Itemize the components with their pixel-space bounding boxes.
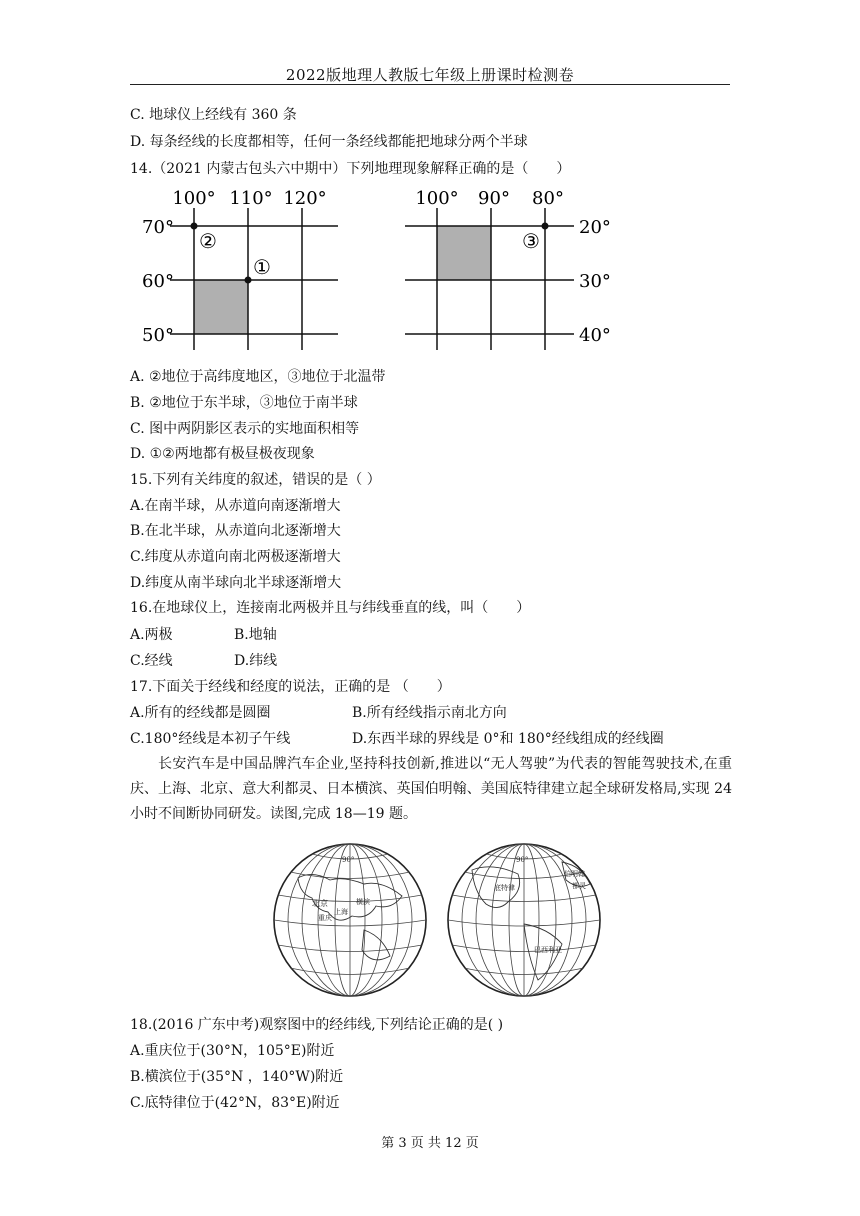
globe-west	[448, 844, 600, 996]
grid-left-lon-120: 120°	[283, 188, 327, 209]
point-3-marker	[542, 223, 549, 230]
q14-option-c: C. 图中两阴影区表示的实地面积相等	[130, 421, 360, 437]
q17-option-d: D.东西半球的界线是 0°和 180°经线组成的经线圈	[352, 731, 664, 747]
grid-right-lon-100: 100°	[415, 188, 459, 209]
reading-passage: 长安汽车是中国品牌汽车企业,坚持科技创新,推进以“无人驾驶”为代表的智能驾驶技术,在重庆、上海、北京、意大利都灵、日本横滨、英国伯明翰、美国底特律建立起全球研发格局,实现 24 小时不间断协同研发。读图,完成 18—19 题。	[130, 756, 732, 822]
grid-right-lat-20: 20°	[579, 217, 611, 238]
grid-left-lat-50: 50°	[142, 325, 174, 346]
globe-east-pole-label: 90°	[342, 856, 355, 864]
q14-grid-figure	[0, 180, 860, 350]
q17-stem: 17.下面关于经线和经度的说法，正确的是 （ ）	[130, 679, 451, 695]
q14-option-a: A. ②地位于高纬度地区，③地位于北温带	[130, 369, 386, 385]
globe-label-shanghai: 上海	[334, 908, 348, 916]
globe-east	[274, 844, 426, 996]
point-1-marker	[245, 277, 252, 284]
grid-left	[142, 188, 338, 350]
q18-option-c: C.底特律位于(42°N，83°E)附近	[130, 1095, 340, 1111]
point-3-label: ③	[522, 229, 540, 253]
q15-stem: 15.下列有关纬度的叙述，错误的是（ ）	[130, 472, 381, 488]
q16-option-d: D.纬线	[234, 653, 278, 669]
q18-option-b: B.横滨位于(35°N ，140°W)附近	[130, 1069, 344, 1085]
q16-row-cd	[130, 652, 278, 670]
q16-option-b: B.地轴	[234, 627, 277, 643]
page-footer: 第 3 页 共 12 页	[381, 1136, 479, 1151]
globe-west-pole-label: 90°	[516, 856, 529, 864]
q15-option-a: A.在南半球，从赤道向南逐渐增大	[130, 498, 341, 514]
globe-label-detroit: 底特律	[494, 884, 515, 892]
grid-right	[405, 188, 611, 350]
q14-option-d: D. ①②两地都有极昼极夜现象	[130, 446, 315, 462]
grid-right-lat-30: 30°	[579, 271, 611, 292]
q17-row-cd	[130, 730, 664, 748]
grid-left-lat-70: 70°	[142, 217, 174, 238]
q16-option-c: C.经线	[130, 653, 173, 669]
globe-label-brasilia: 巴西利亚	[534, 946, 562, 954]
page-header-title: 2022版地理人教版七年级上册课时检测卷	[285, 66, 575, 84]
shaded-area-left	[194, 280, 248, 334]
globes-figure	[272, 840, 602, 1000]
q16-option-a: A.两极	[130, 627, 173, 643]
grid-right-lon-90: 90°	[478, 188, 510, 209]
q13-option-d: D. 每条经线的长度都相等，任何一条经线都能把地球分两个半球	[130, 134, 528, 150]
shaded-area-right	[437, 226, 491, 280]
q16-stem: 16.在地球仪上，连接南北两极并且与纬线垂直的线，叫（ ）	[130, 600, 531, 616]
grid-right-lat-40: 40°	[579, 325, 611, 346]
grid-right-lon-80: 80°	[532, 188, 564, 209]
grid-left-lat-60: 60°	[142, 271, 174, 292]
globe-label-chongqing: 重庆	[318, 914, 332, 922]
q18-option-a: A.重庆位于(30°N，105°E)附近	[130, 1043, 335, 1059]
globe-label-turin: 都灵	[572, 882, 586, 890]
point-2-label: ②	[199, 229, 217, 253]
q15-option-b: B.在北半球，从赤道向北逐渐增大	[130, 523, 341, 539]
q15-option-c: C.纬度从赤道向南北两极逐渐增大	[130, 549, 341, 565]
q16-row-ab	[130, 626, 277, 644]
q14-option-b: B. ②地位于东半球，③地位于南半球	[130, 395, 358, 411]
q18-stem: 18.(2016 广东中考)观察图中的经纬线,下列结论正确的是( )	[130, 1017, 504, 1033]
globe-label-yokohama: 横滨	[356, 898, 370, 906]
grid-left-lon-110: 110°	[229, 188, 273, 209]
q17-option-b: B.所有经线指示南北方向	[352, 705, 507, 721]
header-divider	[130, 84, 730, 85]
globe-label-birmingham: 伯明翰	[564, 870, 585, 878]
point-1-label: ①	[253, 255, 271, 279]
q15-option-d: D.纬度从南半球向北半球逐渐增大	[130, 575, 342, 591]
globe-label-beijing: 北京	[312, 899, 328, 908]
q13-option-c: C. 地球仪上经线有 360 条	[130, 107, 297, 123]
q17-option-c: C.180°经线是本初子午线	[130, 731, 291, 747]
point-2-marker	[191, 223, 198, 230]
q17-option-a: A.所有的经线都是圆圈	[130, 705, 271, 721]
q17-row-ab	[130, 704, 507, 722]
q14-stem: 14.（2021 内蒙古包头六中期中）下列地理现象解释正确的是（ ）	[130, 161, 571, 177]
grid-left-lon-100: 100°	[172, 188, 216, 209]
